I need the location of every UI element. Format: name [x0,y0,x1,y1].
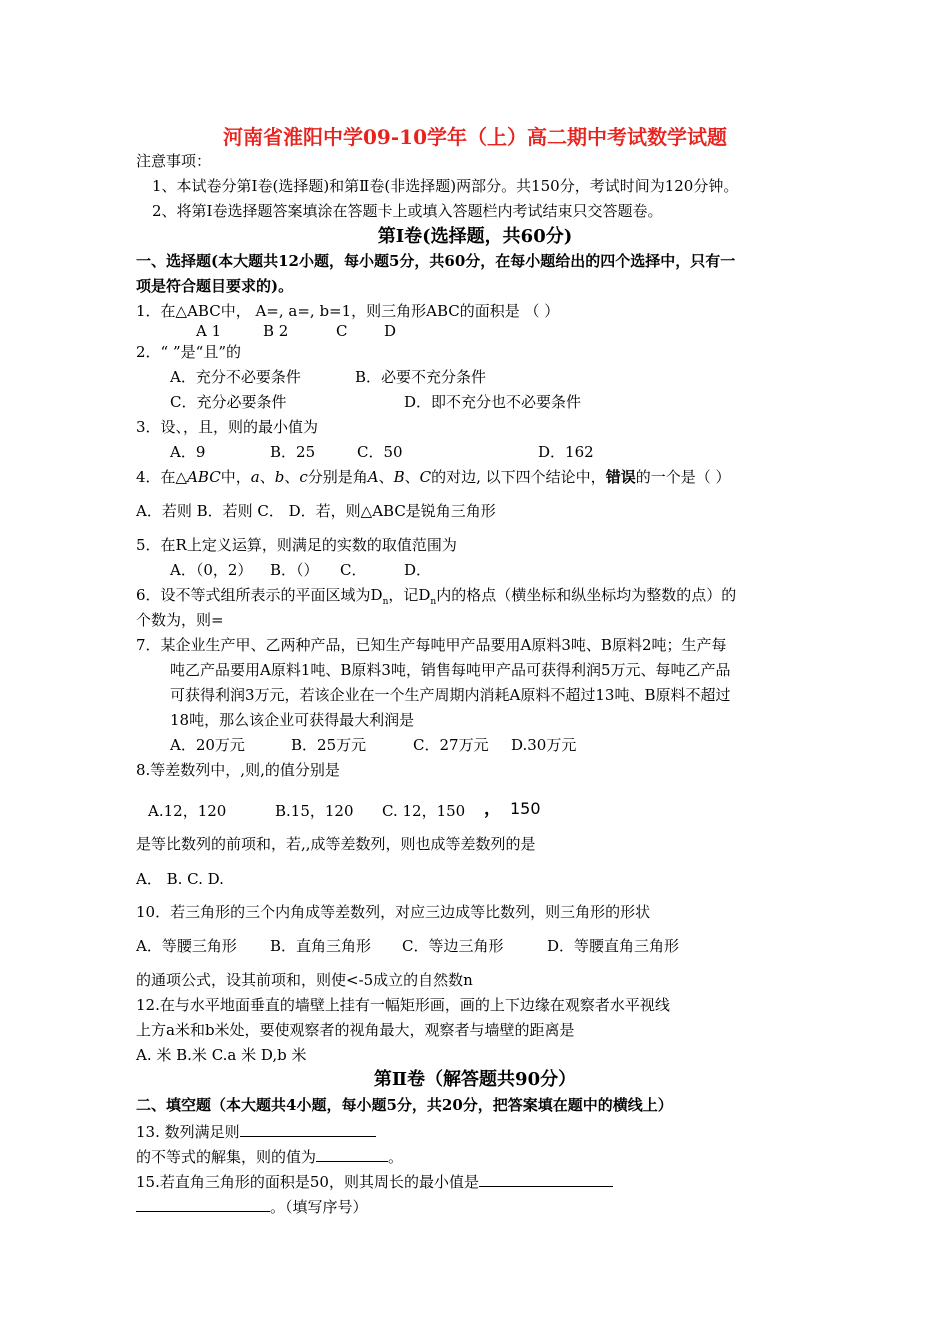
question-8-option-d-comma: ， [484,799,501,819]
question-2-option-a: A．充分不必要条件 [170,368,301,386]
question-3-option-b: B．25 [270,443,316,461]
question-8: 8.等差数列中，,则,的值分别是 [136,761,340,779]
question-8-option-b: B.15，120 [275,802,354,820]
question-3-option-a: A．9 [170,443,206,461]
question-7-option-b: B．25万元 [291,736,367,754]
q6-subscript: n [430,597,437,607]
part1-heading: 第Ⅰ卷(选择题，共60分) [377,226,573,247]
question-10: 10．若三角形的三个内角成等差数列，对应三边成等比数列，则三角形的形状 [136,903,651,921]
question-5: 5．在R上定义运算，则满足的实数的取值范围为 [136,536,457,554]
q14-text: 的不等式的解集，则的值为 [136,1148,317,1166]
part2-instruction: 二、填空题（本大题共4小题，每小题5分，共20分，把答案填在题中的横线上） [136,1096,673,1114]
question-8-option-a: A.12，120 [148,802,227,820]
q15-answer-blank[interactable] [479,1170,613,1187]
question-10-option-d: D．等腰直角三角形 [547,937,680,955]
q4-triangle-label: ABC [187,468,221,486]
part2-heading: 第Ⅱ卷（解答题共90分） [373,1069,577,1090]
q16-text-end: 。（填写序号） [270,1198,368,1216]
question-6-line-1 [136,585,736,608]
question-1-option-a: A 1 [196,322,222,340]
q4-side-a: a [250,468,260,486]
question-8-option-d: 150 [510,799,541,818]
q15-text: 15.若直角三角形的面积是50，则其周长的最小值是 [136,1173,479,1191]
question-14 [136,1145,403,1167]
question-7-option-a: A．20万元 [170,736,245,754]
question-3-option-c: C．50 [357,443,403,461]
question-7-option-c: C．27万元 [413,736,489,754]
question-3-option-d: D．162 [538,443,594,461]
note-item-2: 2、将第Ⅰ卷选择题答案填涂在答题卡上或填入答题栏内考试结束只交答题卷。 [152,202,663,220]
q6-subscript: n [382,597,389,607]
question-11: 的通项公式，设其前项和，则使<-5成立的自然数n [136,971,473,989]
question-7-line-3: 可获得利润3万元，若该企业在一个生产周期内消耗A原料不超过13吨、B原料不超过 [170,686,731,704]
exam-title: 河南省淮阳中学09-10学年（上）高二期中考试数学试题 [223,125,727,149]
question-13 [136,1120,376,1142]
q13-text: 13. 数列满足则 [136,1123,240,1141]
question-1-option-c: C [336,322,348,340]
question-12-line-2: 上方a米和b米处，要使观察者的视角最大，观察者与墙壁的距离是 [136,1021,575,1039]
question-7-line-1: 7．某企业生产甲、乙两种产品，已知生产每吨甲产品要用A原料3吨、B原料2吨；生产每 [136,636,727,654]
q4-text: 的一个是（ ） [635,468,731,486]
part1-instruction-line2: 项是符合题目要求的)。 [136,277,294,295]
q4-angle-b: B [393,468,405,486]
q4-text: 、 [259,468,275,486]
q13-answer-blank[interactable] [240,1120,376,1137]
question-5-option-a: A．（0，2） [170,561,253,579]
question-1-option-b: B 2 [263,322,289,340]
notes-heading: 注意事项： [136,152,212,170]
question-10-option-c: C．等边三角形 [402,937,504,955]
question-1: 1．在△ABC中， A=, a=, b=1，则三角形ABC的面积是 （ ） [136,302,560,320]
question-2-option-c: C．充分必要条件 [170,393,287,411]
q4-text: 中， [220,468,251,486]
q14-text-end: 。 [388,1148,404,1166]
q4-emphasis: 错误 [605,468,636,486]
question-6-line-2: 个数为，则= [136,611,224,629]
question-2-option-d: D．即不充分也不必要条件 [404,393,582,411]
question-10-option-a: A．等腰三角形 [136,937,237,955]
question-8-option-c: C. 12，150 [382,802,466,820]
q4-text: 的对边, 以下四个结论中， [431,468,606,486]
q4-side-b: b [274,468,285,486]
question-2-option-b: B．必要不充分条件 [355,368,487,386]
q16-answer-blank[interactable] [136,1195,270,1212]
question-16 [136,1195,368,1217]
q4-text: 、 [378,468,394,486]
q6-text: 6．设不等式组所表示的平面区域为D [136,586,383,604]
question-7-option-d: D.30万元 [511,736,577,754]
question-5-option-d: D． [404,561,432,579]
q4-text: 、 [284,468,300,486]
q4-text: 4．在△ [136,468,188,486]
q6-text: ，记D [388,586,431,604]
question-9-options: A． B. C. D. [136,870,224,888]
q4-angle-a: A [367,468,379,486]
q6-text: 内的格点（横坐标和纵坐标均为整数的点）的 [436,586,737,604]
note-item-1: 1、本试卷分第Ⅰ卷(选择题)和第Ⅱ卷(非选择题)两部分。共150分，考试时间为120分钟。 [152,177,739,195]
part1-instruction-line1: 一、选择题(本大题共12小题，每小题5分，共60分，在每小题给出的四个选择中，只有一 [136,252,736,270]
question-10-option-b: B．直角三角形 [270,937,372,955]
question-7-line-4: 18吨，那么该企业可获得最大利润是 [170,711,415,729]
question-12-line-1: 12.在与水平地面垂直的墙壁上挂有一幅矩形画，画的上下边缘在观察者水平视线 [136,996,670,1014]
question-12-options: A. 米 B.米 C.a 米 D,b 米 [136,1046,307,1064]
question-7-line-2: 吨乙产品要用A原料1吨、B原料3吨，销售每吨甲产品可获得利润5万元、每吨乙产品 [170,661,731,679]
question-4 [136,467,730,487]
q4-side-c: c [299,468,308,486]
question-3: 3．设、，且，则的最小值为 [136,418,319,436]
question-5-option-c: C． [340,561,367,579]
q14-answer-blank[interactable] [316,1145,388,1162]
question-4-options: A．若则 B．若则 C． D．若，则△ABC是锐角三角形 [136,502,496,520]
q4-angle-c: C [419,468,432,486]
question-5-option-b: B．（） [270,561,319,579]
q4-text: 、 [404,468,420,486]
question-9: 是等比数列的前项和，若,,成等差数列，则也成等差数列的是 [136,835,536,853]
q4-text: 分别是角 [307,468,368,486]
question-2: 2．“ ”是“且”的 [136,343,241,361]
question-1-option-d: D [384,322,397,340]
question-15 [136,1170,613,1192]
